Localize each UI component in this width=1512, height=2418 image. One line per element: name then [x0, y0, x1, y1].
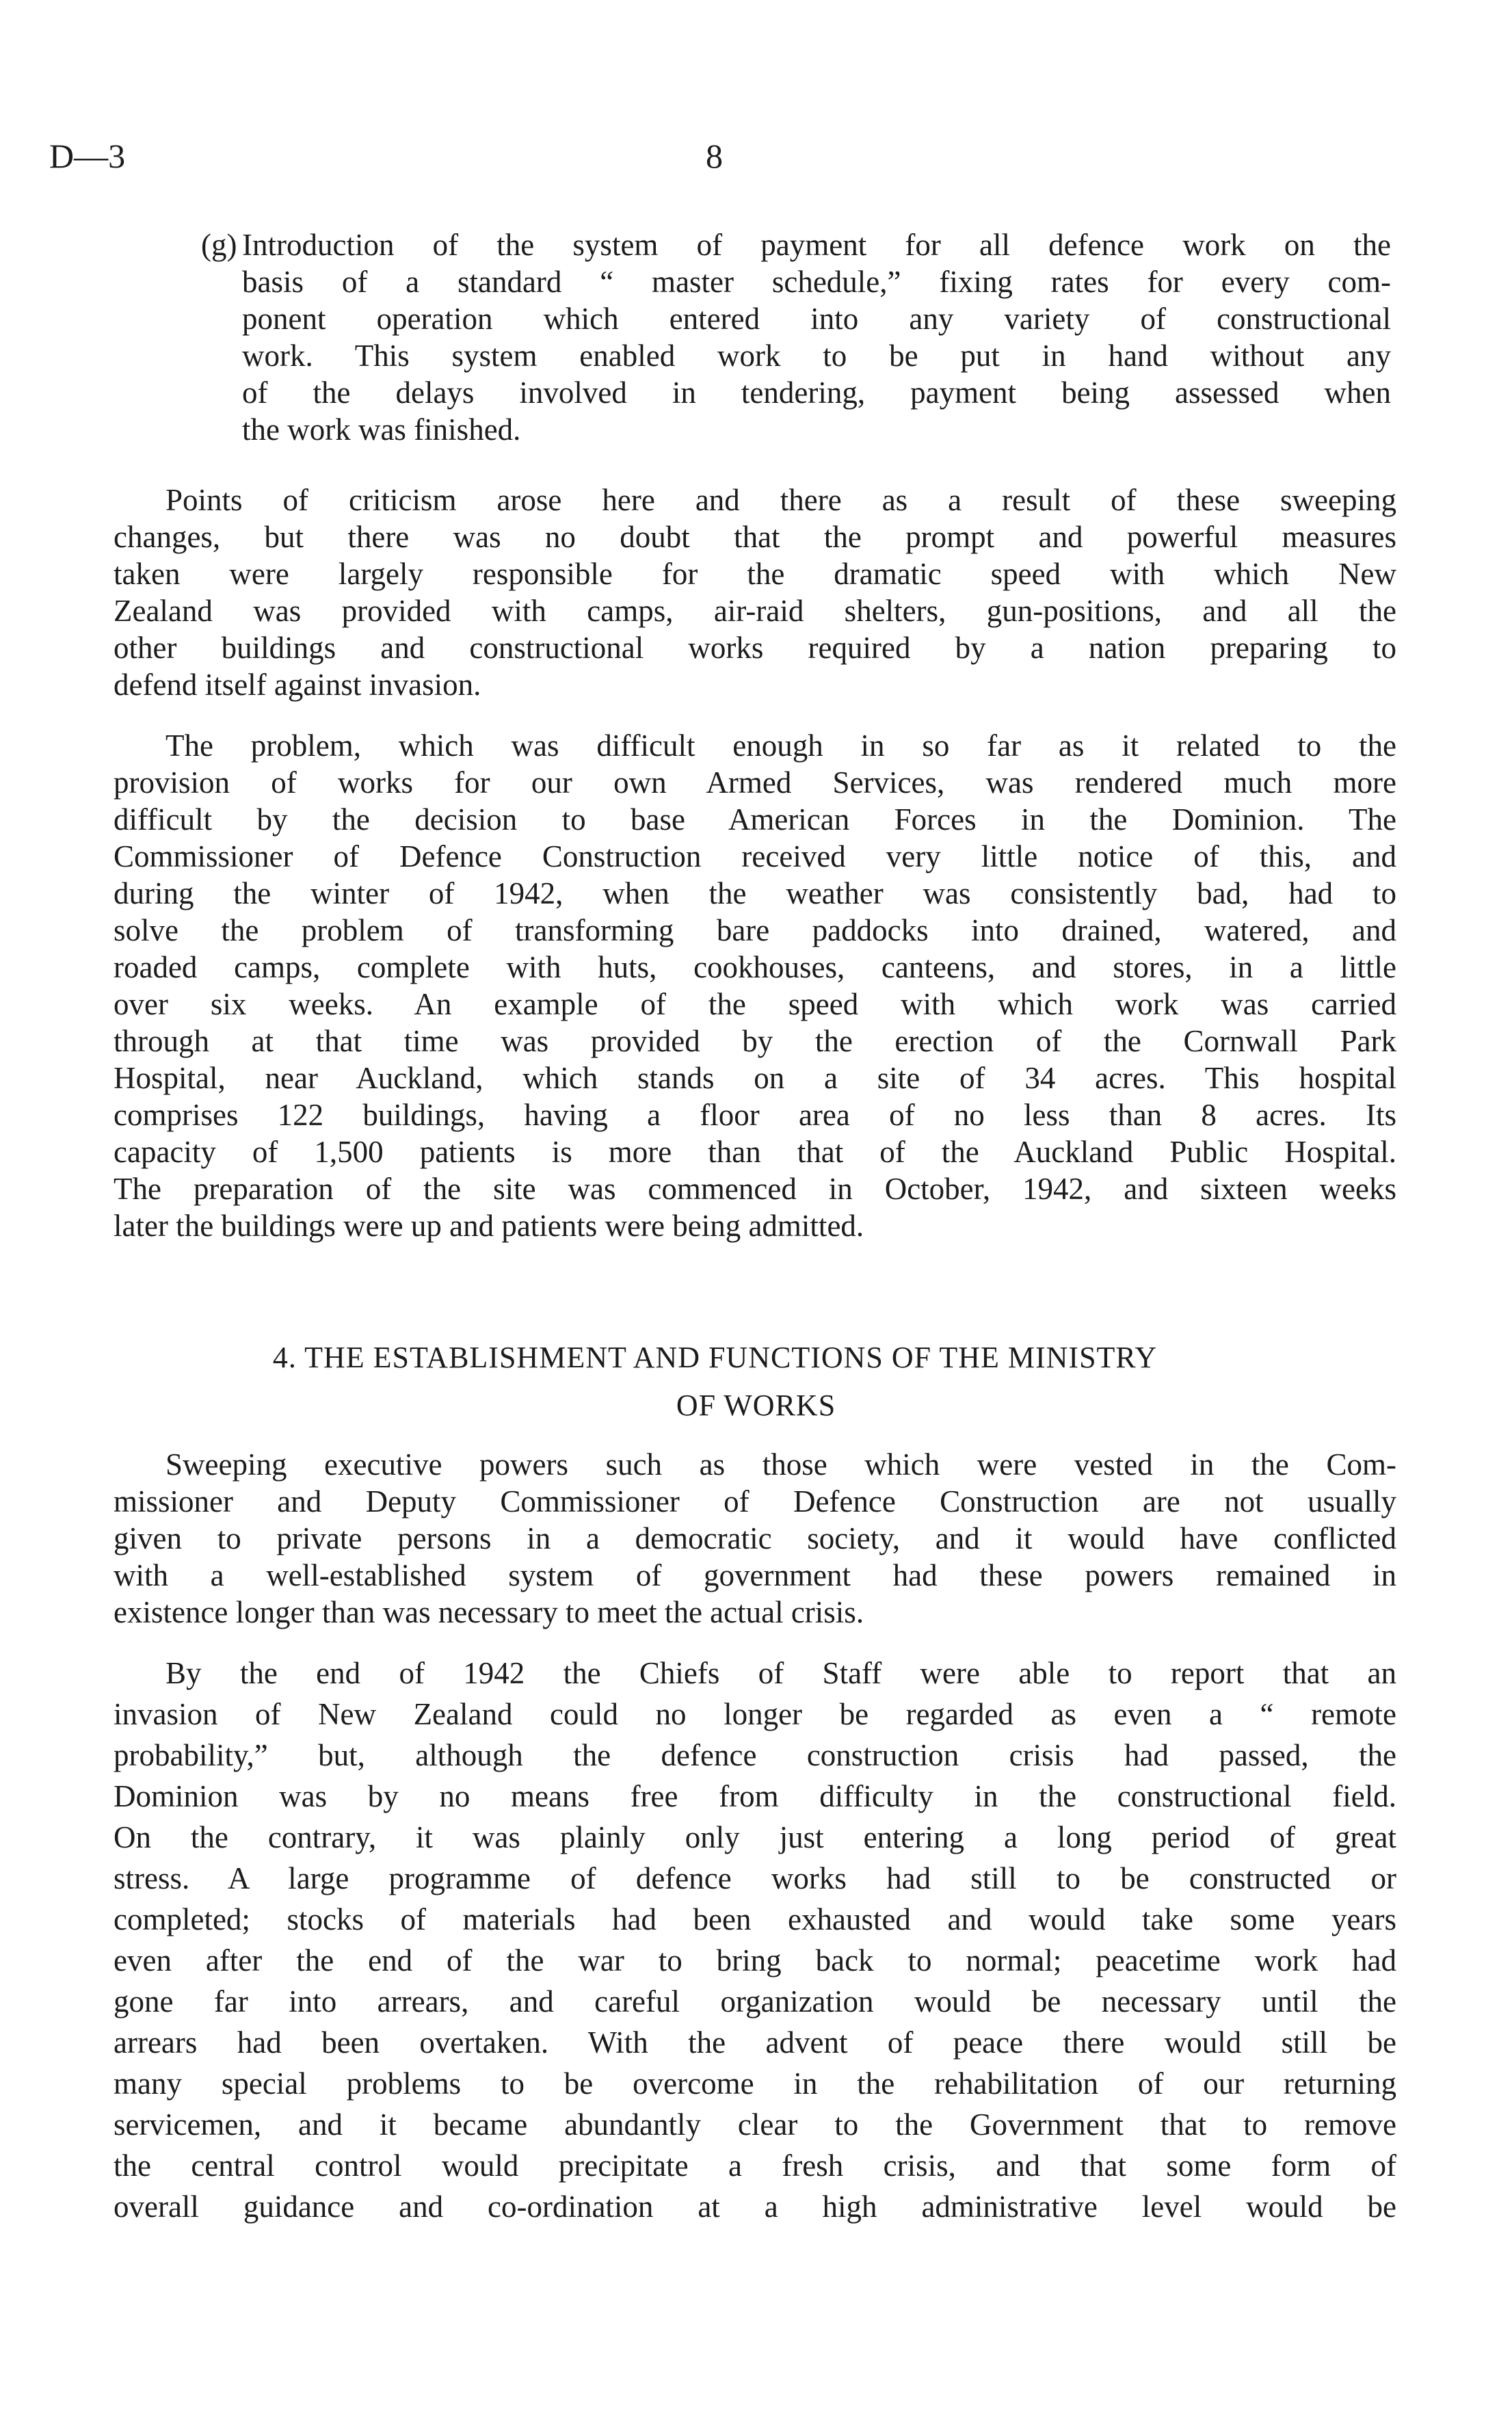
text-line: solve the problem of transforming bare paddocks into drained, watered, and [114, 913, 1396, 947]
text-line: stress. A large programme of defence works had still to be constructed or [114, 1861, 1396, 1895]
text-line: taken were largely responsible for the dramatic speed with which New [114, 557, 1396, 591]
text-line: over six weeks. An example of the speed with which work was carried [114, 987, 1396, 1021]
text-line: Commissioner of Defence Construction received very little notice of this, and [114, 839, 1396, 873]
text-line: Sweeping executive powers such as those which were vested in the Com- [165, 1447, 1396, 1482]
section-heading: 4. THE ESTABLISHMENT AND FUNCTIONS OF THE MINISTRY [272, 1341, 1158, 1374]
paragraph-problem [114, 727, 1396, 1244]
text-line: By the end of 1942 the Chiefs of Staff were able to report that an [165, 1656, 1396, 1690]
text-line: work. This system enabled work to be put in hand without any [242, 339, 1391, 373]
text-line: capacity of 1,500 patients is more than that of the Auckland Public Hospital. [114, 1135, 1396, 1169]
text-line: gone far into arrears, and careful organization would be necessary until the [114, 1984, 1396, 2019]
text-line: overall guidance and co-ordination at a high administrative level would be [114, 2190, 1396, 2224]
text-line: arrears had been overtaken. With the advent of peace there would still be [114, 2025, 1396, 2060]
text-line: ponent operation which entered into any variety of constructional [242, 302, 1391, 336]
page-number: 8 [706, 137, 723, 175]
text-line: even after the end of the war to bring back to normal; peacetime work had [114, 1943, 1396, 1977]
text-line: through at that time was provided by the erection of the Cornwall Park [114, 1024, 1396, 1058]
text-line: The preparation of the site was commenced in October, 1942, and sixteen weeks [114, 1172, 1396, 1206]
text-line: many special problems to be overcome in the rehabilitation of our returning [114, 2066, 1396, 2101]
text-line: roaded camps, complete with huts, cookhouses, canteens, and stores, in a little [114, 950, 1396, 984]
section-heading-continued: OF WORKS [676, 1389, 836, 1422]
text-line: Hospital, near Auckland, which stands on a site of 34 acres. This hospital [114, 1061, 1396, 1095]
text-line: the central control would precipitate a fresh crisis, and that some form of [114, 2148, 1396, 2183]
paragraph-end-of-1942 [114, 1653, 1396, 2227]
text-line: Zealand was provided with camps, air-raid shelters, gun-positions, and all the [114, 594, 1396, 628]
document-code: D—3 [49, 137, 126, 175]
text-line: completed; stocks of materials had been exhausted and would take some years [114, 1902, 1396, 1936]
text-line: later the buildings were up and patients were being admitted. [114, 1209, 864, 1243]
text-line: existence longer than was necessary to meet the actual crisis. [114, 1595, 864, 1629]
paragraph-executive-powers [114, 1446, 1396, 1631]
text-line: difficult by the decision to base American Forces in the Dominion. The [114, 802, 1396, 837]
text-line: the work was finished. [242, 412, 521, 447]
text-line: comprises 122 buildings, having a floor area of no less than 8 acres. Its [114, 1098, 1396, 1132]
text-line: during the winter of 1942, when the weather was consistently bad, had to [114, 876, 1396, 910]
text-line: given to private persons in a democratic society, and it would have conflicted [114, 1521, 1396, 1555]
text-line: defend itself against invasion. [114, 668, 481, 702]
text-line: probability,” but, although the defence construction crisis had passed, the [114, 1738, 1396, 1772]
text-line: changes, but there was no doubt that the prompt and powerful measures [114, 520, 1396, 554]
text-line: basis of a standard “ master schedule,” fixing rates for every com- [242, 265, 1391, 299]
text-line: Introduction of the system of payment for all defence work on the [242, 228, 1391, 262]
text-line: other buildings and constructional works required by a nation preparing to [114, 631, 1396, 665]
text-line: The problem, which was difficult enough in so far as it related to the [165, 728, 1396, 763]
text-line: of the delays involved in tendering, payment being assessed when [242, 376, 1391, 410]
text-line: invasion of New Zealand could no longer be regarded as even a “ remote [114, 1697, 1396, 1731]
text-line: missioner and Deputy Commissioner of Defence Construction are not usually [114, 1484, 1396, 1519]
text-line: servicemen, and it became abundantly clear to the Government that to remove [114, 2107, 1396, 2142]
text-line: On the contrary, it was plainly only just entering a long period of great [114, 1820, 1396, 1854]
paragraph-criticism [114, 482, 1396, 703]
text-line: provision of works for our own Armed Services, was rendered much more [114, 765, 1396, 800]
list-item-label: (g) [201, 228, 237, 262]
text-line: Dominion was by no means free from difficulty in the constructional field. [114, 1779, 1396, 1813]
text-line: with a well-established system of government had these powers remained in [114, 1558, 1396, 1592]
list-item-g [242, 226, 1391, 448]
text-line: Points of criticism arose here and there as a result of these sweeping [165, 483, 1396, 517]
